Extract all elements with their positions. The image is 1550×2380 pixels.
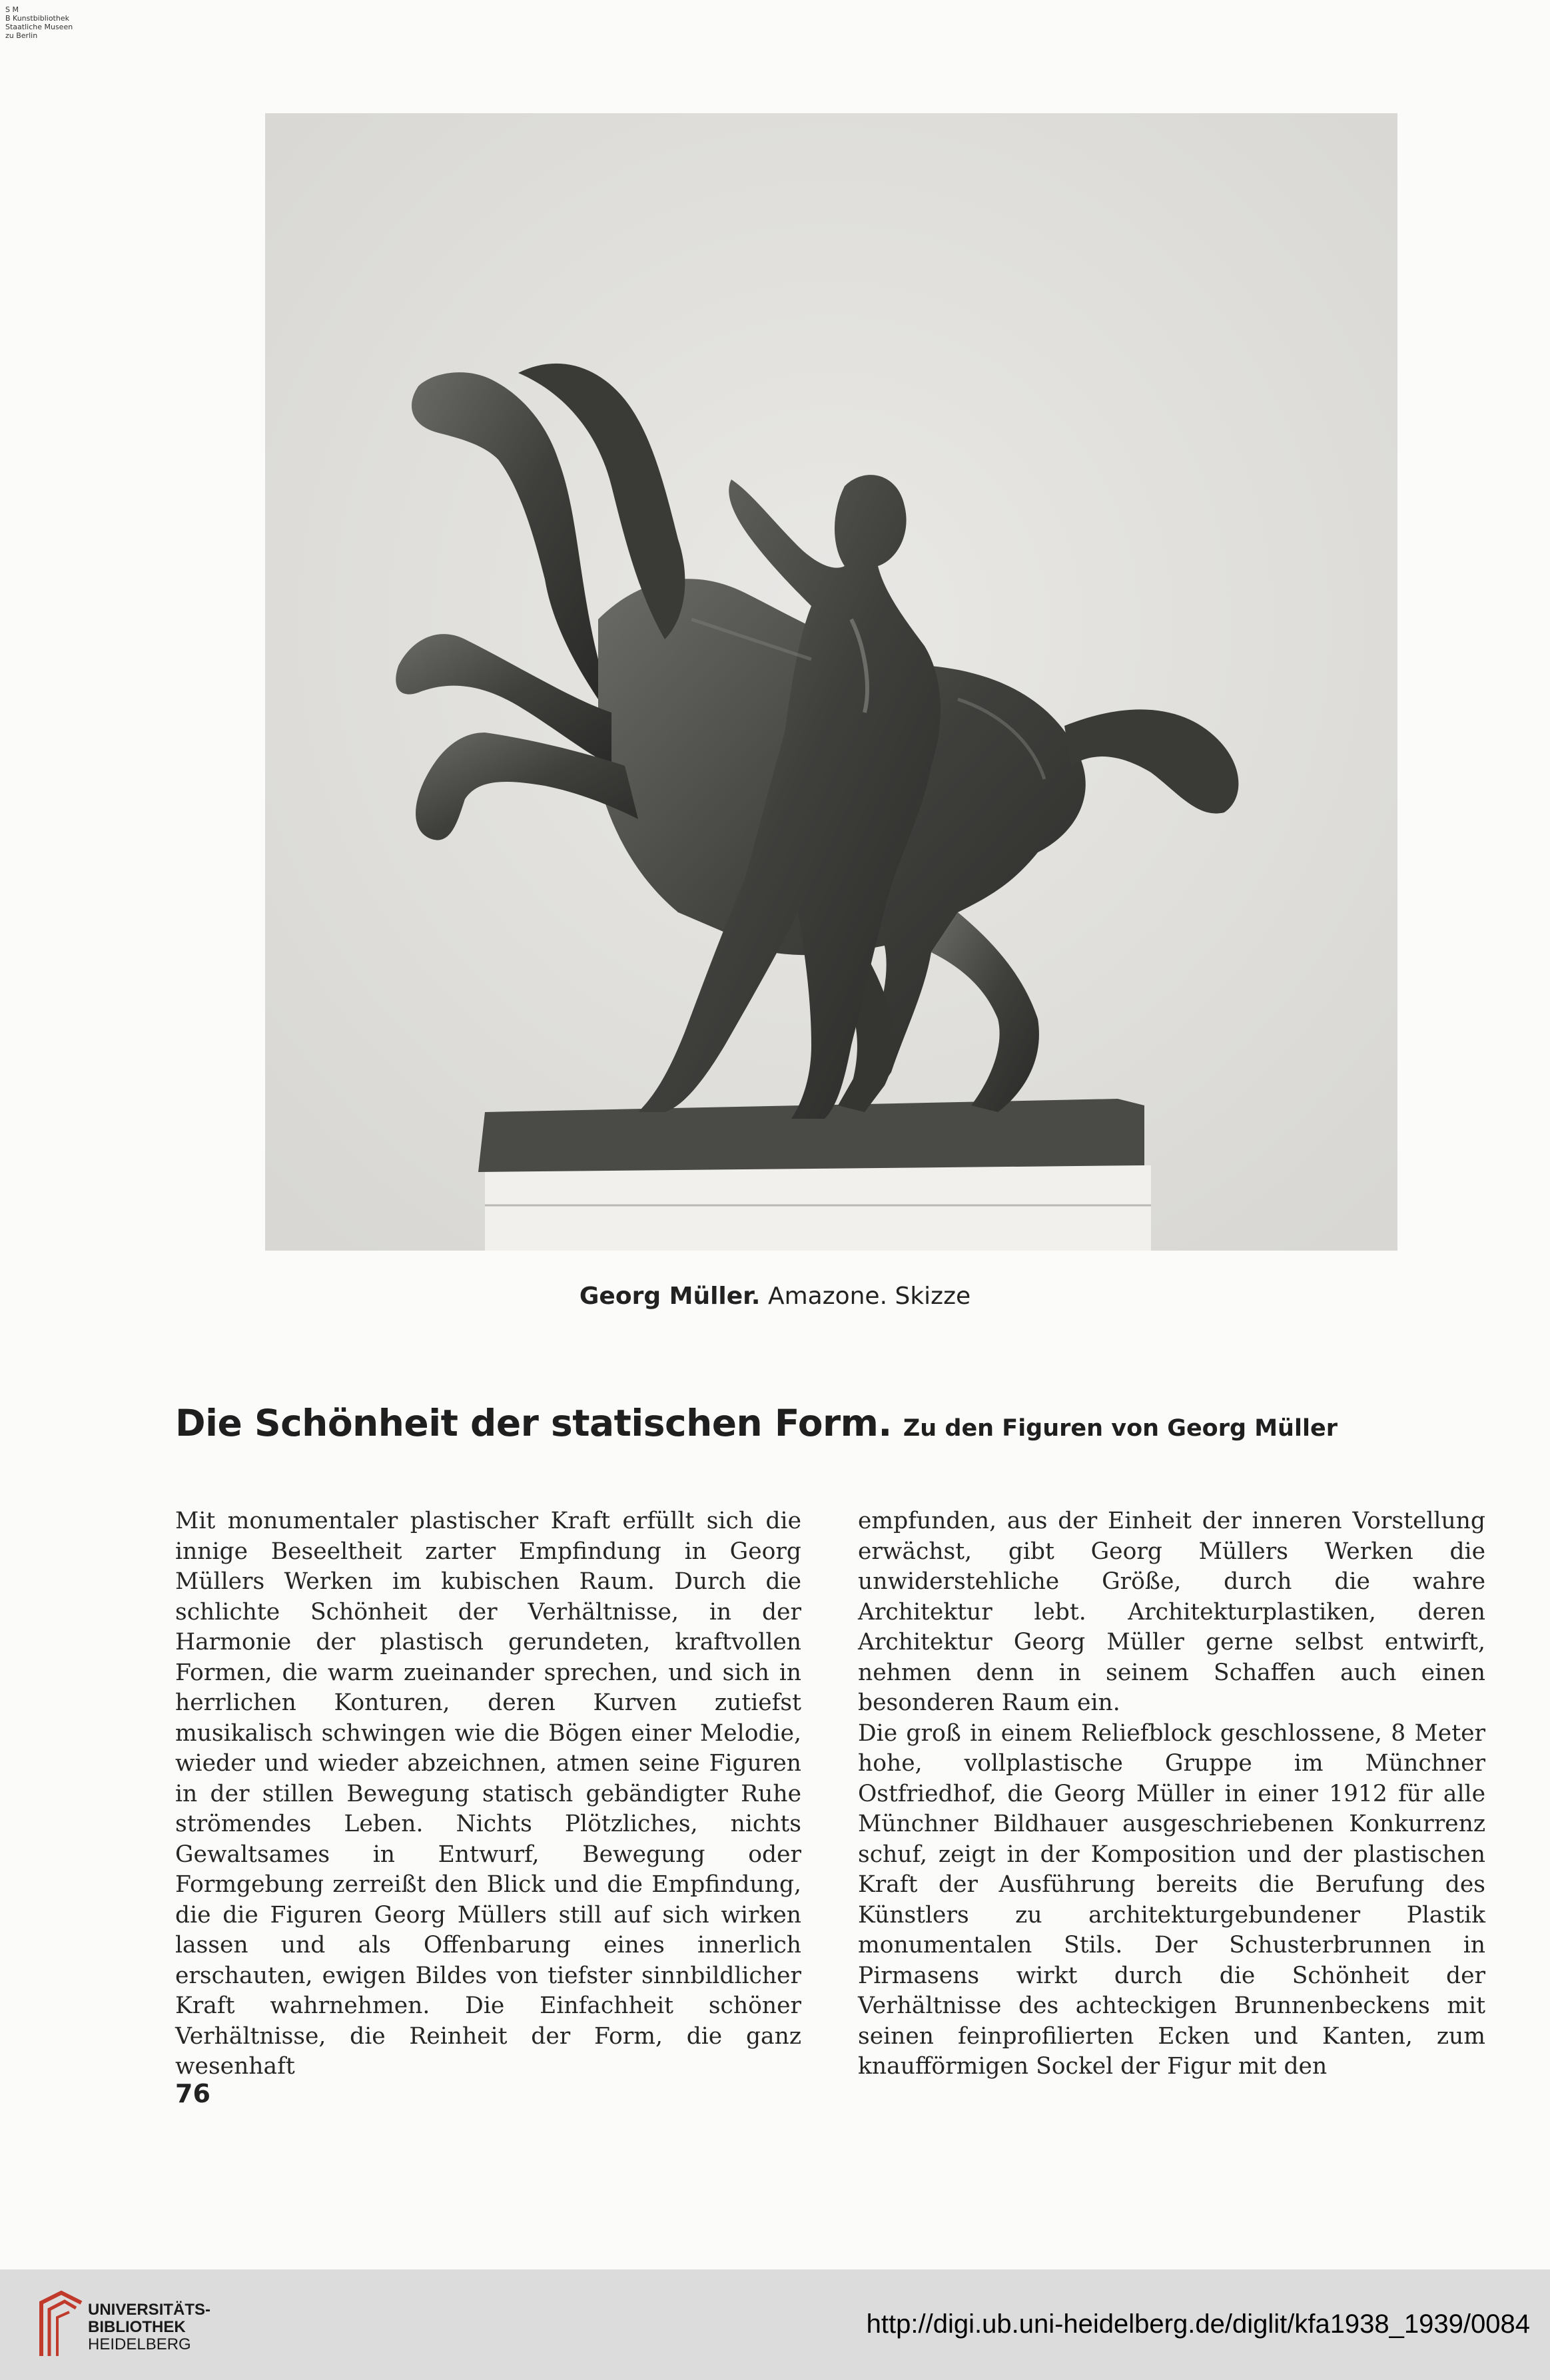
stamp-line: zu Berlin (5, 31, 38, 40)
library-logo-icon (35, 2289, 88, 2363)
stamp-line: B Kunstbibliothek (5, 14, 69, 23)
sculpture-photo (265, 113, 1397, 1251)
article-title: Die Schönheit der statischen Form. (175, 1402, 892, 1444)
library-line: HEIDELBERG (88, 2335, 191, 2353)
text-column-left (175, 1506, 801, 2082)
library-stamp (5, 5, 105, 40)
caption-artist: Georg Müller. (579, 1283, 761, 1310)
footer-bar (0, 2269, 1550, 2380)
text-column-right (858, 1506, 1485, 2082)
caption-title: Amazone. Skizze (767, 1283, 971, 1310)
stamp-line: Staatliche Museen (5, 23, 73, 31)
source-url-link[interactable]: http://digi.ub.uni-heidelberg.de/diglit/kfa1938_1939/0084 (866, 2309, 1530, 2339)
page-number: 76 (175, 2079, 210, 2108)
sculpture-image (265, 113, 1397, 1251)
library-line: UNIVERSITÄTS- (88, 2301, 211, 2319)
library-name (88, 2301, 210, 2353)
article-heading (175, 1402, 1441, 1444)
paragraph: empfunden, aus der Einheit der inneren Vorstellung erwächst, gibt Georg Müllers Werken die unwiderstehliche Größe, durch die wahre Architektur lebt. Architekturplastiken, deren Architektur Georg Müller gerne selbst entwirft, nehmen denn in seinem Schaffen auch einen besonderen Raum ein. (858, 1508, 1485, 1716)
stamp-line: S M (5, 5, 19, 14)
paragraph: Mit monumentaler plastischer Kraft erfüllt sich die innige Beseeltheit zarter Empfindung in Georg Müllers Werken im kubischen Raum. Durch die schlichte Schönheit der Verhältnisse, in der Harmonie der plastisch gerundeten, kraftvollen Formen, die warm zueinander sprechen, und sich in herrlichen Konturen, deren Kurven zutiefst musikalisch schwingen wie die Bögen einer Melodie, wieder und wieder abzeichnen, atmen seine Figuren in der stillen Bewegung statisch gebändigter Ruhe strömendes Leben. Nichts Plötzliches, nichts Gewaltsames in Entwurf, Bewegung oder Formgebung zerreißt den Blick und die Empfindung, die die Figuren Georg Müllers still auf sich wirken lassen und als Offenbarung eines innerlich erschauten, ewigen Bildes von tiefster sinnbildlicher Kraft wahrnehmen. Die Einfachheit schöner Verhältnisse, die Reinheit der Form, die ganz wesenhaft (175, 1508, 801, 2080)
paragraph: Die groß in einem Reliefblock geschlossene, 8 Meter hohe, vollplastische Gruppe im Münchner Ostfriedhof, die Georg Müller in einer 1912 für alle Münchner Bildhauer ausgeschriebenen Konkurrenz schuf, zeigt in der Komposition und der plastischen Kraft der Ausführung bereits die Berufung des Künstlers zu architekturgebundener Plastik monumentalen Stils. Der Schusterbrunnen in Pirmasens wirkt durch die Schönheit der Verhältnisse des achteckigen Brunnenbeckens mit seinen feinprofilierten Ecken und Kanten, zum knaufförmigen Sockel der Figur mit den (858, 1719, 1485, 2080)
library-line: BIBLIOTHEK (88, 2318, 186, 2336)
article-subtitle: Zu den Figuren von Georg Müller (903, 1415, 1338, 1442)
figure-caption (0, 1283, 1550, 1310)
